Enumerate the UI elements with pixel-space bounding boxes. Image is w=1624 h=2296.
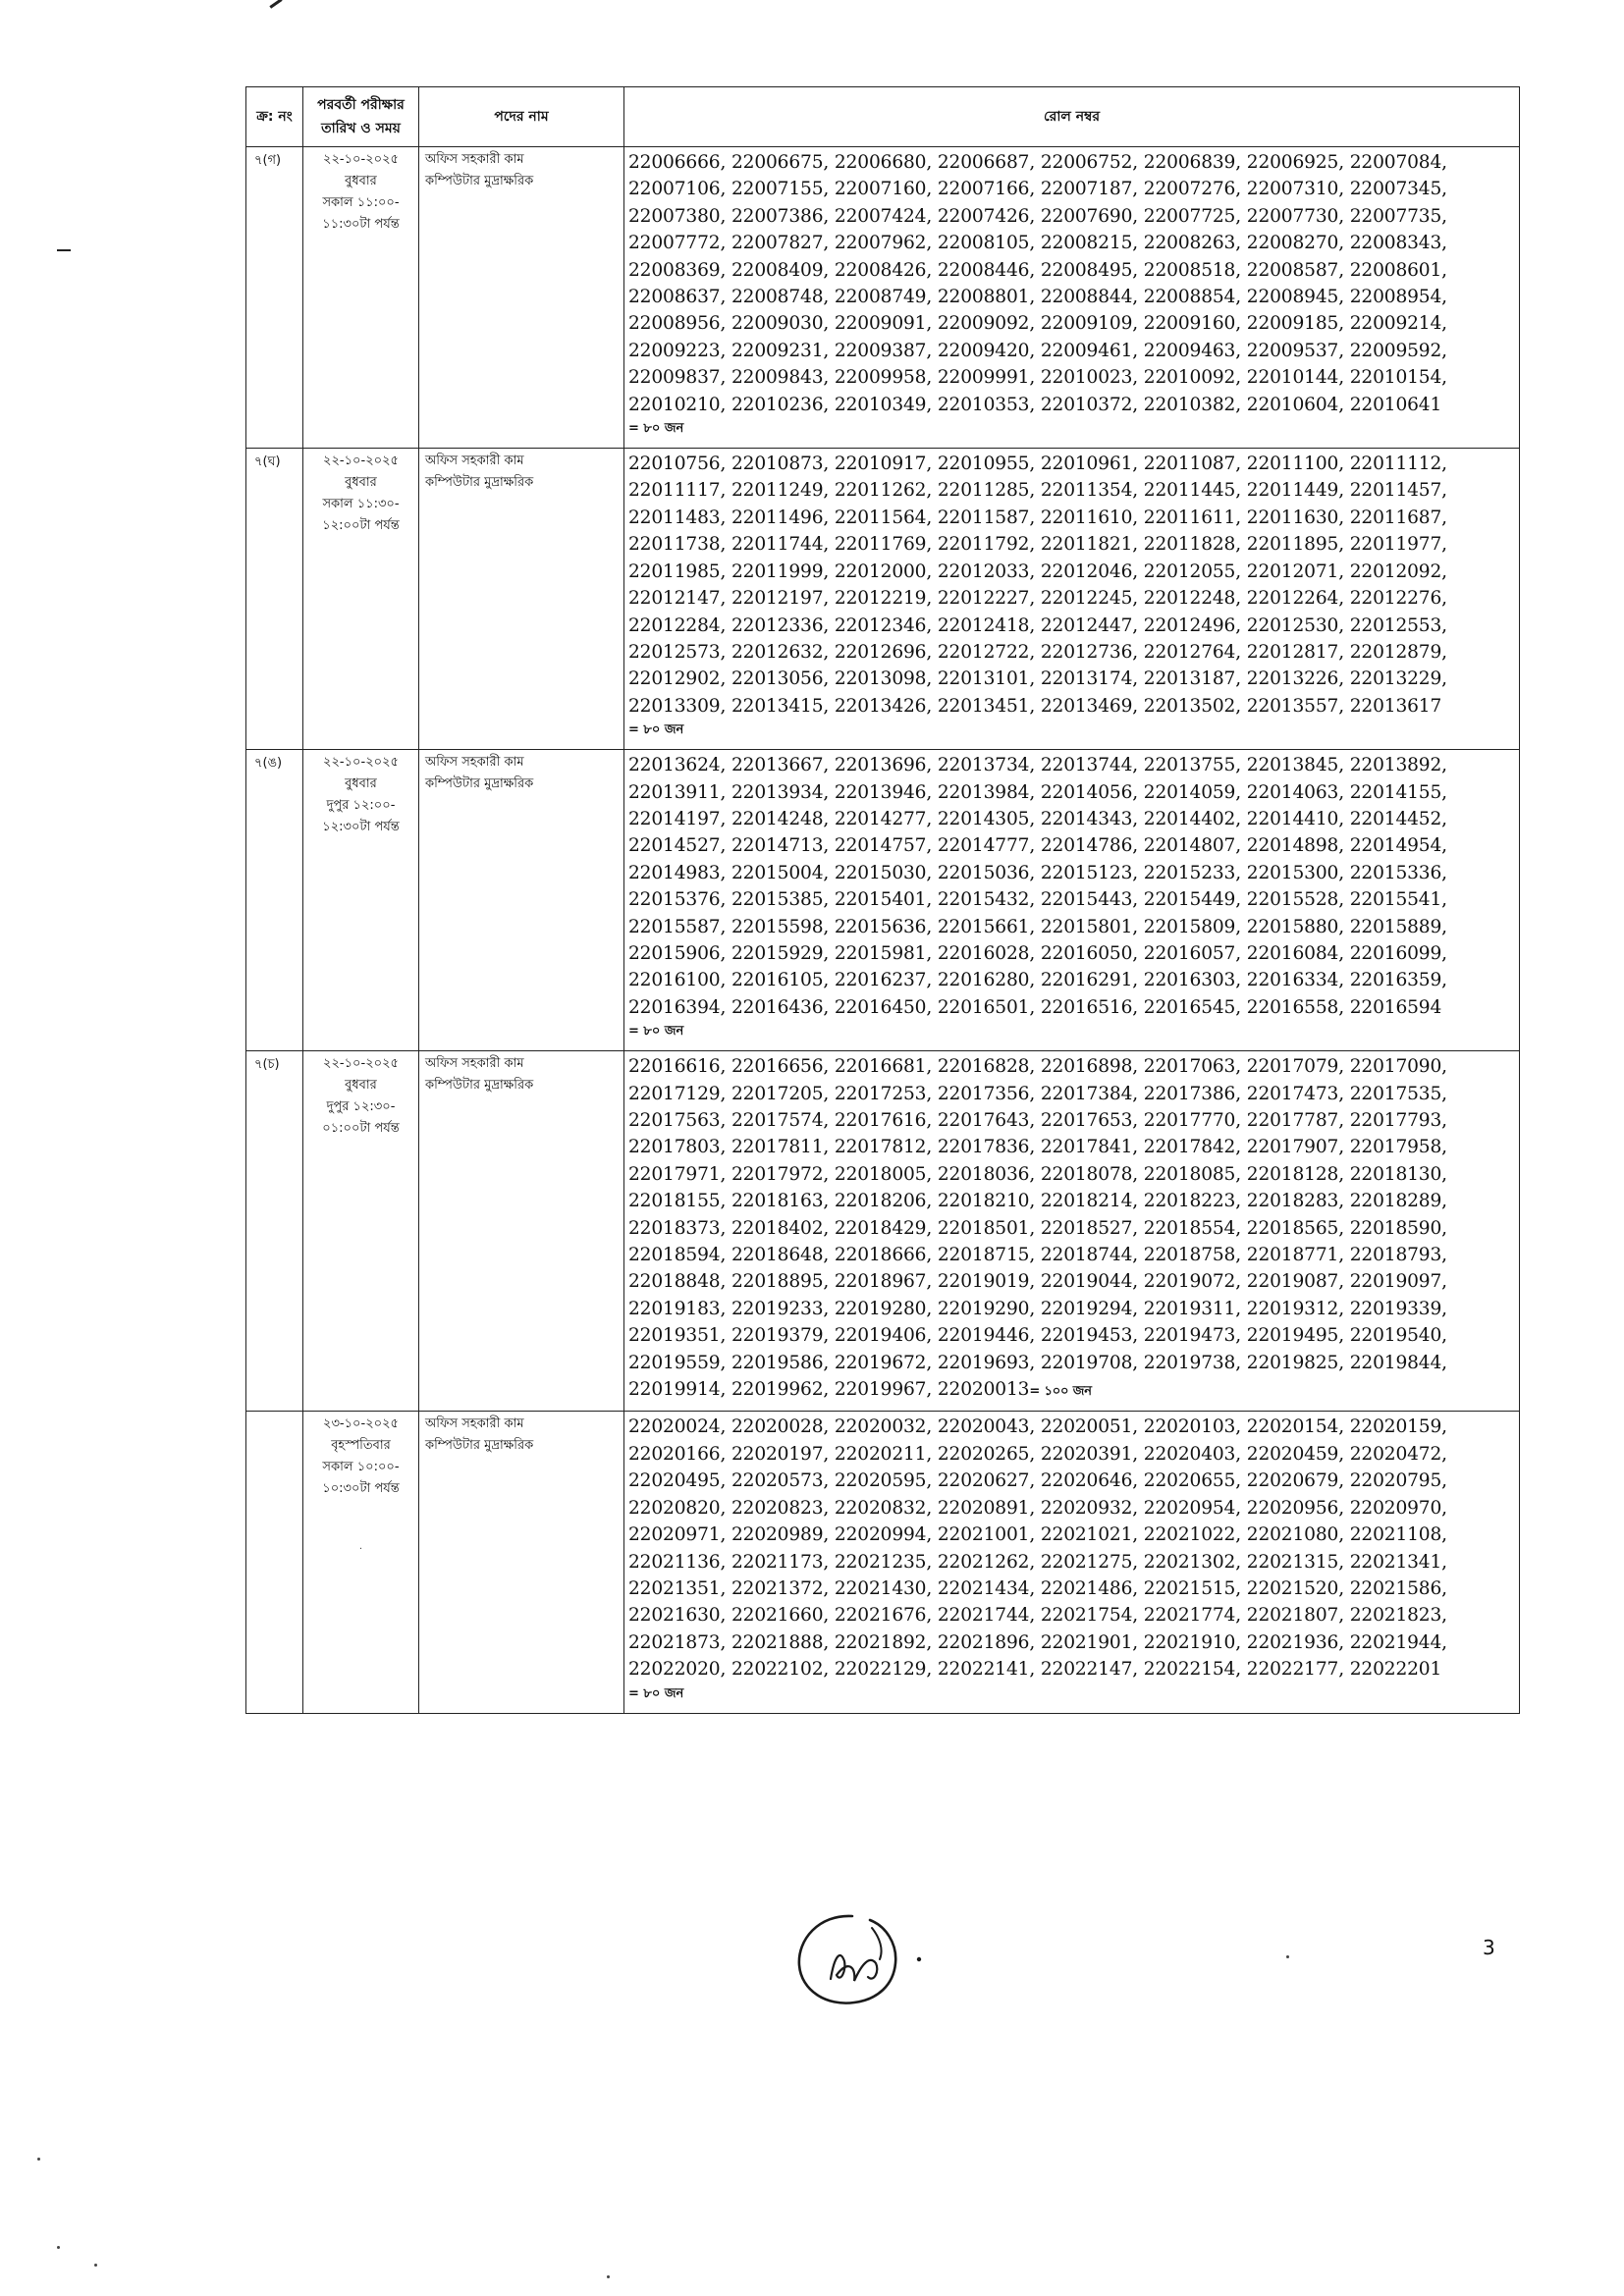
row-date-time bbox=[303, 750, 419, 1051]
table-header-row bbox=[246, 87, 1520, 147]
row-time-start: সকাল ১১:৩০- bbox=[322, 497, 400, 512]
row-date-time bbox=[303, 147, 419, 449]
page-number: 3 bbox=[1483, 1936, 1495, 1959]
scan-speck bbox=[607, 2275, 610, 2278]
row-post-line2: কম্পিউটার মুদ্রাক্ষরিক bbox=[425, 1438, 534, 1454]
row-day: বুধবার bbox=[345, 475, 377, 491]
row-date: ২২-১০-২০২৫ bbox=[323, 454, 399, 469]
exam-schedule-table bbox=[245, 86, 1520, 1714]
row-date: ২২-১০-২০২৫ bbox=[323, 1056, 399, 1072]
row-post-line1: অফিস সহকারী কাম bbox=[425, 454, 524, 469]
row-time-end: ১১:৩০টা পর্যন্ত bbox=[322, 217, 400, 232]
scan-mark-top bbox=[269, 0, 282, 9]
row-serial: ৭(ঘ) bbox=[246, 449, 303, 750]
row-day: বৃহস্পতিবার bbox=[331, 1438, 391, 1454]
roll-numbers: 22020024, 22020028, 22020032, 22020043, 22020051, 22020103, 22020154, 22020159, 22020166, 22020197, 22020211, 22020265, 22020391, 22020403, 22020459, 22020472, 22020495, 22020573, 22020595, 22020627, 22020646, 22020655, 22020679, 22020795, 22020820, 22020823, 22020832, 22020891, 22020932, 22020954, 22020956, 22020970, 22020971, 22020989, 22020994, 22021001, 22021021, 22021022, 22021080, 22021108, 22021136, 22021173, 22021235, 22021262, 22021275, 22021302, 22021315, 22021341, 22021351, 22021372, 22021430, 22021434, 22021486, 22021515, 22021520, 22021586, 22021630, 22021660, 22021676, 22021744, 22021754, 22021774, 22021807, 22021823, 22021873, 22021888, 22021892, 22021896, 22021901, 22021910, 22021936, 22021944, 22022020, 22022102, 22022129, 22022141, 22022147, 22022154, 22022177, 22022201 bbox=[628, 1416, 1447, 1681]
scan-mark-left bbox=[57, 249, 71, 251]
row-post-line2: কম্পিউটার মুদ্রাক্ষরিক bbox=[425, 475, 534, 491]
row-post bbox=[419, 449, 624, 750]
stray-dot: · bbox=[358, 1544, 363, 1556]
scan-speck bbox=[57, 2246, 60, 2249]
row-date: ২২-১০-২০২৫ bbox=[323, 152, 399, 167]
row-rolls-cell bbox=[624, 1051, 1520, 1412]
table-row bbox=[246, 1051, 1520, 1412]
roll-numbers-text: 22016616, 22016656, 22016681, 22016828, 22016898, 22017063, 22017079, 22017090, 22017129, 22017205, 22017253, 22017356, 22017384, 22017386, 22017473, 22017535, 22017563, 22017574, 22017616, 22017643, 22017653, 22017770, 22017787, 22017793, 22017803, 22017811, 22017812, 22017836, 22017841, 22017842, 22017907, 22017958, 22017971, 22017972, 22018005, 22018036, 22018078, 22018085, 22018128, 22018130, 22018155, 22018163, 22018206, 22018210, 22018214, 22018223, 22018283, 22018289, 22018373, 22018402, 22018429, 22018501, 22018527, 22018554, 22018565, 22018590, 22018594, 22018648, 22018666, 22018715, 22018744, 22018758, 22018771, 22018793, 22018848, 22018895, 22018967, 22019019, 22019044, 22019072, 22019087, 22019097, 22019183, 22019233, 22019280, 22019290, 22019294, 22019311, 22019312, 22019339, 22019351, 22019379, 22019406, 22019446, 22019453, 22019473, 22019495, 22019540, 22019559, 22019586, 22019672, 22019693, 22019708, 22019738, 22019825, 22019844, 22019914, 22019962, 22019967, 22020013 bbox=[628, 1056, 1447, 1401]
row-day: বুধবার bbox=[345, 174, 377, 188]
row-time-start: দুপুর ১২:০০- bbox=[326, 798, 396, 814]
table-row bbox=[246, 449, 1520, 750]
scan-speck bbox=[37, 2158, 40, 2161]
row-time-end: ০১:০০টা পর্যন্ত bbox=[322, 1121, 400, 1137]
row-serial: ৭(ঙ) bbox=[246, 750, 303, 1051]
header-date-line1: পরবর্তী পরীক্ষার bbox=[317, 97, 405, 113]
row-rolls-cell bbox=[624, 750, 1520, 1051]
signature bbox=[791, 1904, 929, 2010]
row-serial bbox=[246, 1412, 303, 1713]
row-post bbox=[419, 1412, 624, 1713]
row-rolls-cell bbox=[624, 449, 1520, 750]
roll-numbers: 22013624, 22013667, 22013696, 22013734, 22013744, 22013755, 22013845, 22013892, 22013911, 22013934, 22013946, 22013984, 22014056, 22014059, 22014063, 22014155, 22014197, 22014248, 22014277, 22014305, 22014343, 22014402, 22014410, 22014452, 22014527, 22014713, 22014757, 22014777, 22014786, 22014807, 22014898, 22014954, 22014983, 22015004, 22015030, 22015036, 22015123, 22015233, 22015300, 22015336, 22015376, 22015385, 22015401, 22015432, 22015443, 22015449, 22015528, 22015541, 22015587, 22015598, 22015636, 22015661, 22015801, 22015809, 22015880, 22015889, 22015906, 22015929, 22015981, 22016028, 22016050, 22016057, 22016084, 22016099, 22016100, 22016105, 22016237, 22016280, 22016291, 22016303, 22016334, 22016359, 22016394, 22016436, 22016450, 22016501, 22016516, 22016545, 22016558, 22016594 bbox=[628, 755, 1447, 1018]
roll-numbers bbox=[628, 1053, 1515, 1403]
row-time-end: ১২:০০টা পর্যন্ত bbox=[322, 518, 400, 534]
row-post-line2: কম্পিউটার মুদ্রাক্ষরিক bbox=[425, 776, 534, 792]
row-post bbox=[419, 147, 624, 449]
row-date: ২৩-১০-২০২৫ bbox=[323, 1416, 399, 1432]
table-row bbox=[246, 147, 1520, 449]
row-date-time bbox=[303, 1412, 419, 1713]
table-row bbox=[246, 750, 1520, 1051]
header-rolls: রোল নম্বর bbox=[624, 87, 1520, 147]
row-serial: ৭(চ) bbox=[246, 1051, 303, 1412]
row-post bbox=[419, 1051, 624, 1412]
row-post-line2: কম্পিউটার মুদ্রাক্ষরিক bbox=[425, 174, 534, 188]
row-serial: ৭(গ) bbox=[246, 147, 303, 449]
row-day: বুধবার bbox=[345, 776, 377, 792]
row-post bbox=[419, 750, 624, 1051]
row-time-start: দুপুর ১২:৩০- bbox=[326, 1099, 396, 1115]
row-rolls-cell bbox=[624, 147, 1520, 449]
row-date-time bbox=[303, 1051, 419, 1412]
row-rolls-cell bbox=[624, 1412, 1520, 1713]
row-post-line1: অফিস সহকারী কাম bbox=[425, 755, 524, 771]
header-post: পদের নাম bbox=[419, 87, 624, 147]
candidate-count: = ১০০ জন bbox=[1029, 1384, 1092, 1400]
row-date: ২২-১০-২০২৫ bbox=[323, 755, 399, 771]
row-date-time bbox=[303, 449, 419, 750]
row-day: বুধবার bbox=[345, 1078, 377, 1094]
header-date-line2: তারিখ ও সময় bbox=[321, 121, 401, 136]
candidate-count: = ৮০ জন bbox=[628, 1024, 684, 1040]
row-post-line1: অফিস সহকারী কাম bbox=[425, 1056, 524, 1072]
table-row bbox=[246, 1412, 1520, 1713]
scan-speck bbox=[94, 2264, 97, 2267]
row-post-line2: কম্পিউটার মুদ্রাক্ষরিক bbox=[425, 1078, 534, 1094]
row-time-end: ১০:৩০টা পর্যন্ত bbox=[322, 1481, 400, 1497]
scan-speck bbox=[1286, 1955, 1289, 1958]
row-post-line1: অফিস সহকারী কাম bbox=[425, 1416, 524, 1432]
row-time-start: সকাল ১১:০০- bbox=[322, 195, 400, 210]
header-date-time bbox=[303, 87, 419, 147]
row-time-end: ১২:৩০টা পর্যন্ত bbox=[322, 820, 400, 835]
row-time-start: সকাল ১০:০০- bbox=[322, 1460, 400, 1475]
candidate-count: = ৮০ জন bbox=[628, 1685, 684, 1701]
roll-numbers: 22006666, 22006675, 22006680, 22006687, 22006752, 22006839, 22006925, 22007084, 22007106, 22007155, 22007160, 22007166, 22007187, 22007276, 22007310, 22007345, 22007380, 22007386, 22007424, 22007426, 22007690, 22007725, 22007730, 22007735, 22007772, 22007827, 22007962, 22008105, 22008215, 22008263, 22008270, 22008343, 22008369, 22008409, 22008426, 22008446, 22008495, 22008518, 22008587, 22008601, 22008637, 22008748, 22008749, 22008801, 22008844, 22008854, 22008945, 22008954, 22008956, 22009030, 22009091, 22009092, 22009109, 22009160, 22009185, 22009214, 22009223, 22009231, 22009387, 22009420, 22009461, 22009463, 22009537, 22009592, 22009837, 22009843, 22009958, 22009991, 22010023, 22010092, 22010144, 22010154, 22010210, 22010236, 22010349, 22010353, 22010372, 22010382, 22010604, 22010641 bbox=[628, 152, 1447, 415]
header-serial: ক্র: নং bbox=[246, 87, 303, 147]
row-post-line1: অফিস সহকারী কাম bbox=[425, 152, 524, 167]
roll-numbers: 22010756, 22010873, 22010917, 22010955, 22010961, 22011087, 22011100, 22011112, 22011117, 22011249, 22011262, 22011285, 22011354, 22011445, 22011449, 22011457, 22011483, 22011496, 22011564, 22011587, 22011610, 22011611, 22011630, 22011687, 22011738, 22011744, 22011769, 22011792, 22011821, 22011828, 22011895, 22011977, 22011985, 22011999, 22012000, 22012033, 22012046, 22012055, 22012071, 22012092, 22012147, 22012197, 22012219, 22012227, 22012245, 22012248, 22012264, 22012276, 22012284, 22012336, 22012346, 22012418, 22012447, 22012496, 22012530, 22012553, 22012573, 22012632, 22012696, 22012722, 22012736, 22012764, 22012817, 22012879, 22012902, 22013056, 22013098, 22013101, 22013174, 22013187, 22013226, 22013229, 22013309, 22013415, 22013426, 22013451, 22013469, 22013502, 22013557, 22013617 bbox=[628, 454, 1447, 717]
candidate-count: = ৮০ জন bbox=[628, 722, 684, 738]
candidate-count: = ৮০ জন bbox=[628, 421, 684, 437]
